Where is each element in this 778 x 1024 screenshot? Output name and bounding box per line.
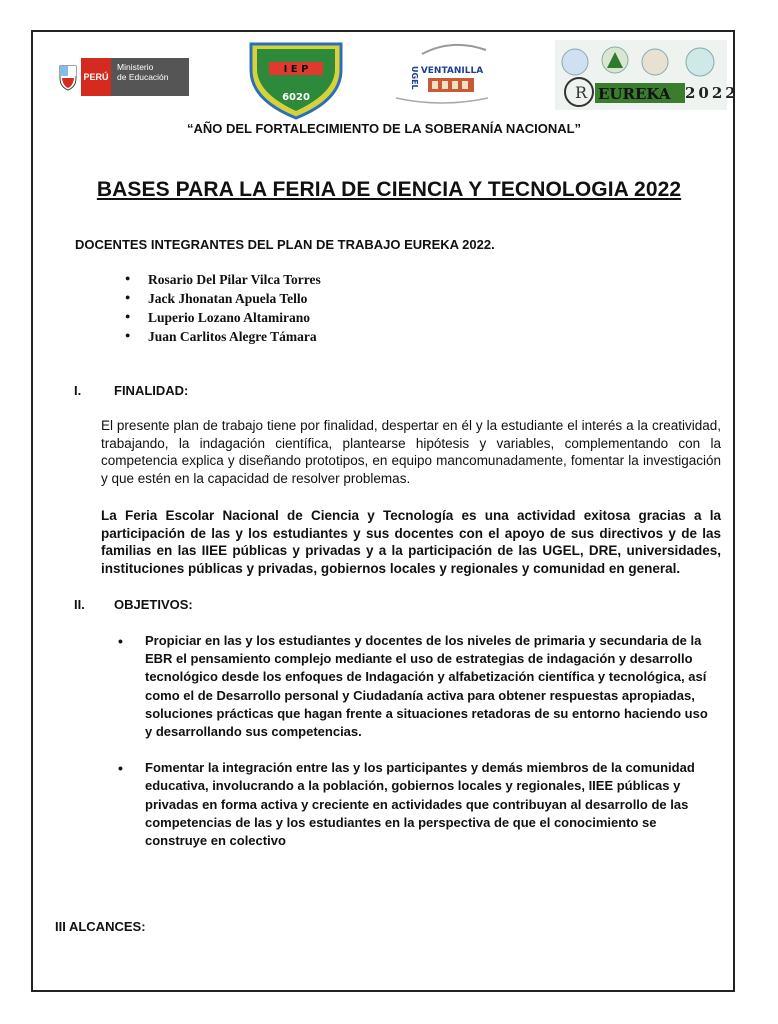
teacher-list bbox=[125, 272, 321, 348]
ministry-label: Ministerio de Educación bbox=[111, 58, 189, 96]
document-title: BASES PARA LA FERIA DE CIENCIA Y TECNOLOGIA 2022 bbox=[96, 178, 682, 201]
list-item: • Fomentar la integración entre las y los participantes y demás miembros de la comunidad educativa, involucrando a la población, gobiernos locales y regionales, IIEE públicas y privadas en forma activa y creciente en actividades que contribuyan al desarrollo de las competencias de las y los estudiantes en la perspectiva de que el conocimiento se construye en colectivo bbox=[118, 759, 718, 850]
list-item: ● Luperio Lozano Altamirano bbox=[125, 310, 321, 329]
feria-paragraph: La Feria Escolar Nacional de Ciencia y Tecnología es una actividad exitosa gracias a la participación de las y los estudiantes y sus docentes con el apoyo de sus directivos y de las familias en las IIEE públicas y privadas y a la participación de las UGEL, DRE, universidades, instituciones públicas y privadas, gobiernos locales y regionales y comunidad en general. bbox=[101, 508, 721, 576]
section-heading-objetivos bbox=[74, 597, 193, 612]
eureka-year: 2022 bbox=[685, 84, 739, 102]
peru-coat-of-arms-icon bbox=[55, 58, 81, 96]
ministerio-educacion-logo bbox=[55, 58, 189, 96]
eureka-2022-logo bbox=[555, 40, 739, 110]
section-title: FINALIDAD: bbox=[114, 383, 189, 398]
iep-band-text: I E P bbox=[283, 64, 309, 75]
list-item: ● Rosario Del Pilar Vilca Torres bbox=[125, 272, 321, 291]
list-item: • Propiciar en las y los estudiantes y docentes de los niveles de primaria y secundaria de la EBR el pensamiento complejo mediante el uso de estrategias de indagación y desarrollo tecnológico desde los enfoques de Indagación y alfabetización científica y tecnológica, así como el de Desarrollo personal y Ciudadanía activa para obtener respuestas apropiadas, soluciones prácticas que hagan frente a situaciones retadoras de su entorno haciendo uso y desarrollando sus competencias. bbox=[118, 632, 718, 741]
eureka-name: EUREKA bbox=[598, 85, 671, 103]
year-slogan: “AÑO DEL FORTALECIMIENTO DE LA SOBERANÍA NACIONAL” bbox=[186, 121, 582, 136]
iep-number: 6020 bbox=[282, 92, 310, 103]
ugel-ventanilla-logo bbox=[392, 40, 492, 106]
peru-label: PERÚ bbox=[81, 58, 111, 96]
list-item: ● Jack Jhonatan Apuela Tello bbox=[125, 291, 321, 310]
teachers-heading: DOCENTES INTEGRANTES DEL PLAN DE TRABAJO EUREKA 2022. bbox=[75, 237, 495, 252]
list-item: ● Juan Carlitos Alegre Támara bbox=[125, 329, 321, 348]
ugel-vertical-text: UGEL bbox=[410, 66, 419, 90]
finalidad-paragraph: El presente plan de trabajo tiene por finalidad, despertar en él y la estudiante el interés a la creatividad, trabajando, la indagación científica, plantearse hipótesis y variables, complementando con la competencia explica y diseñando prototipos, en equipo mancomunadamente, fomentar la investigación y que estén en la capacidad de resolver problemas. bbox=[101, 418, 721, 486]
section-title: OBJETIVOS: bbox=[114, 597, 193, 612]
section-number: II. bbox=[74, 597, 85, 612]
objectives-list bbox=[118, 632, 718, 850]
iep-school-crest-logo bbox=[247, 42, 345, 120]
section-number: I. bbox=[74, 383, 82, 398]
section-heading-finalidad bbox=[74, 383, 188, 398]
svg-text:R: R bbox=[575, 83, 588, 102]
ugel-name: VENTANILLA bbox=[420, 66, 484, 76]
section-heading-alcances: III ALCANCES: bbox=[55, 919, 146, 934]
